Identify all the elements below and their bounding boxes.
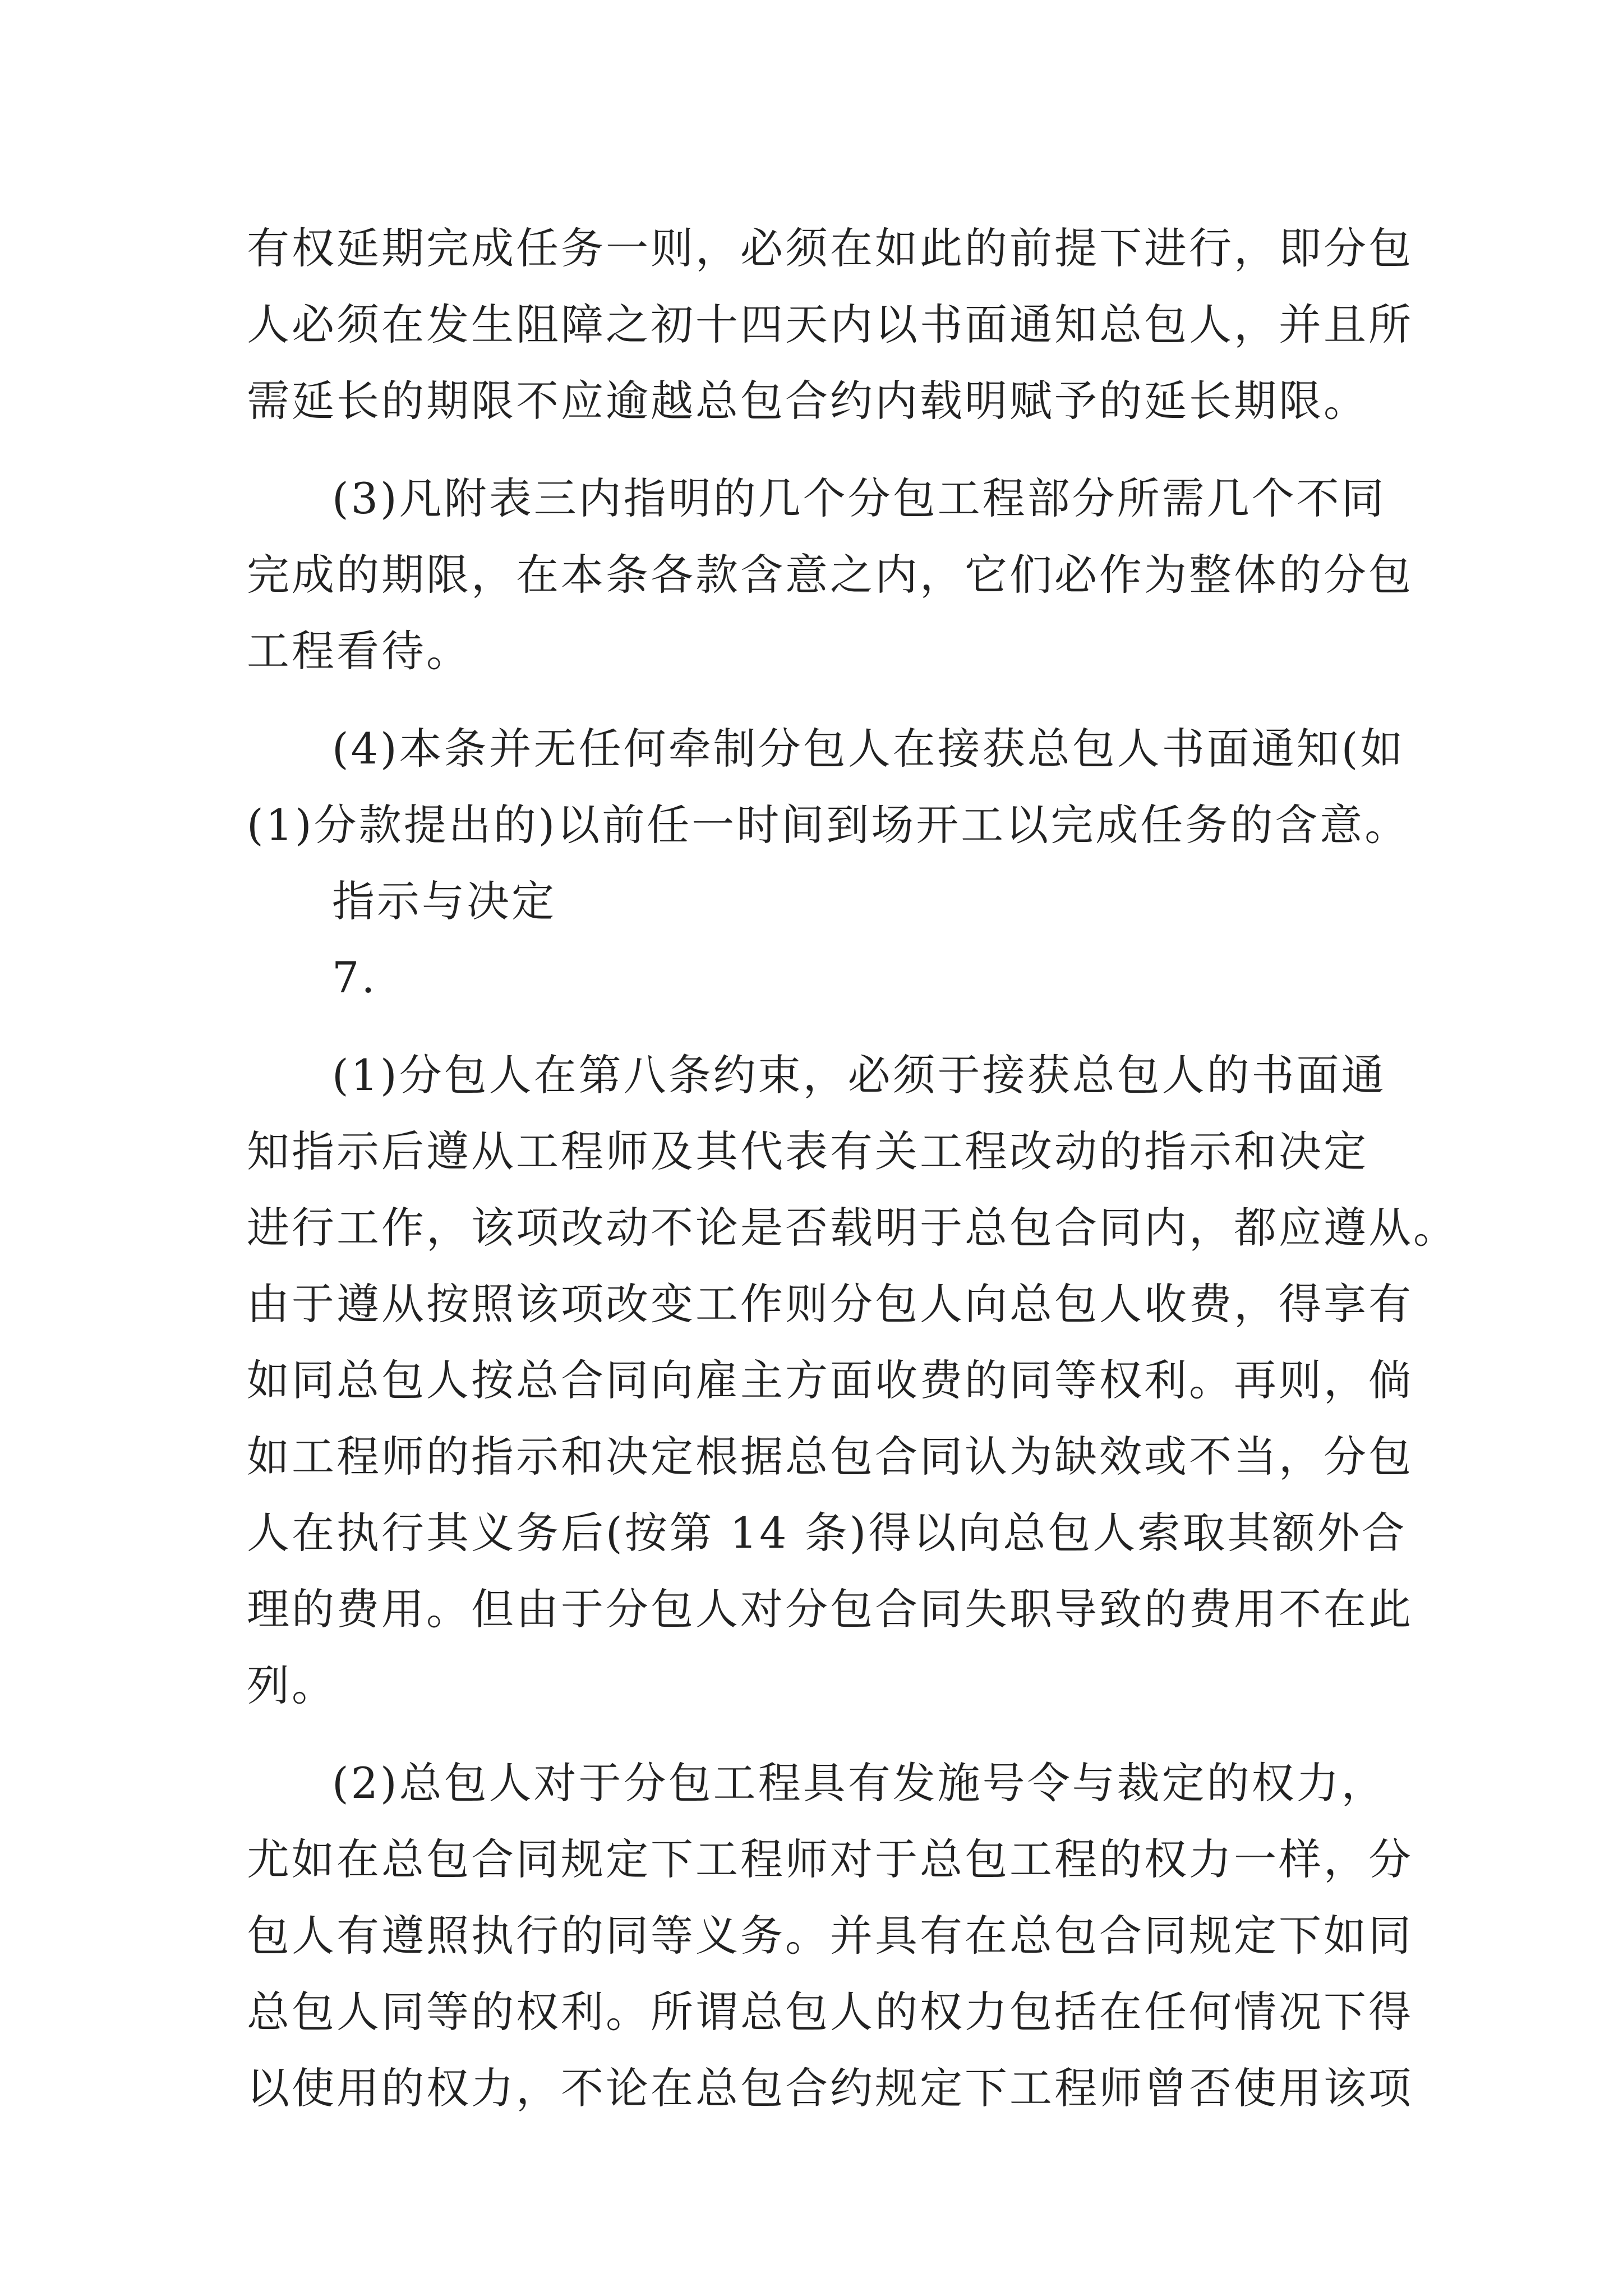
clause-number: 7. [332, 953, 377, 1002]
text-line: 列。 [247, 1660, 336, 1710]
paragraph-gap [247, 1016, 1385, 1037]
paragraph-gap [247, 439, 1385, 461]
text-line: (3)凡附表三内指明的几个分包工程部分所需几个不同 [332, 473, 1386, 523]
text-line: 尤如在总包合同规定下工程师对于总包工程的权力一样，分 [247, 1834, 1413, 1884]
text-line: 完成的期限，在本条各款含意之内，它们必作为整体的分包 [247, 550, 1413, 600]
text-line: (1)分包人在第八条约束，必须于接获总包人的书面通 [332, 1050, 1386, 1100]
text-line: 以使用的权力，不论在总包合约规定下工程师曾否使用该项 [247, 2063, 1413, 2113]
text-line: (1)分款提出的)以前任一时间到场开工以完成任务的含意。 [247, 800, 1410, 850]
text-line: 需延长的期限不应逾越总包合约内载明赋予的延长期限。 [247, 376, 1368, 426]
text-line: 进行工作，该项改动不论是否载明于总包合同内，都应遵从。 [247, 1203, 1458, 1253]
text-line: 人必须在发生阻障之初十四天内以书面通知总包人，并且所 [247, 300, 1413, 349]
text-line: 工程看待。 [247, 626, 471, 676]
section-heading: 指示与决定 [332, 876, 556, 926]
text-line: 包人有遵照执行的同等义务。并具有在总包合同规定下如同 [247, 1911, 1413, 1961]
text-line: 如同总包人按总合同向雇主方面收费的同等权利。再则，倘 [247, 1355, 1413, 1405]
text-line: 如工程师的指示和决定根据总包合同认为缺效或不当，分包 [247, 1432, 1413, 1481]
paragraph-gap [247, 689, 1385, 711]
text-line: 理的费用。但由于分包人对分包合同失职导致的费用不在此 [247, 1584, 1413, 1634]
paragraph-gap [247, 1724, 1385, 1745]
text-line: (2)总包人对于分包工程具有发施号令与裁定的权力， [332, 1758, 1386, 1808]
text-line: 由于遵从按照该项改变工作则分包人向总包人收费，得享有 [247, 1279, 1413, 1329]
text-line: 知指示后遵从工程师及其代表有关工程改动的指示和决定 [247, 1126, 1368, 1176]
text-line: (4)本条并无任何牵制分包人在接获总包人书面通知(如 [332, 724, 1405, 774]
text-line: 有权延期完成任务一则，必须在如此的前提下进行，即分包 [247, 223, 1413, 273]
document-page [247, 210, 1458, 2127]
text-line: 总包人同等的权利。所谓总包人的权力包括在任何情况下得 [247, 1987, 1413, 2037]
text-line: 人在执行其义务后(按第 14 条)得以向总包人索取其额外合 [247, 1508, 1407, 1558]
